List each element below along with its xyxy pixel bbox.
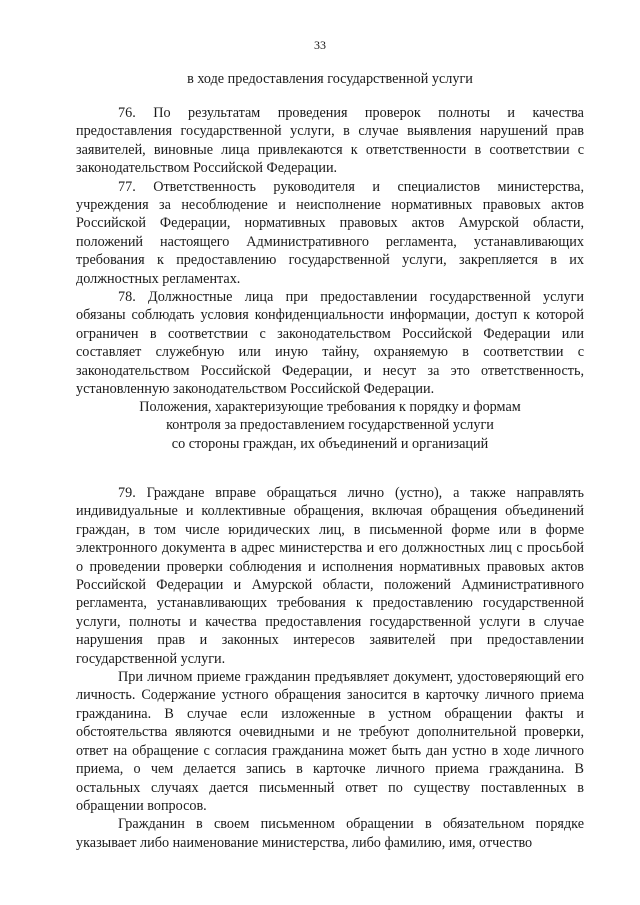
paragraph-written-appeal: Гражданин в своем письменном обращении в обязательном порядке указывает либо наименование министерства, либо фамилию, имя, отчество xyxy=(76,816,584,851)
section-heading-line-2: контроля за предоставлением государственной услуги xyxy=(166,417,494,434)
paragraph-79: 79. Граждане вправе обращаться лично (устно), а также направлять индивидуальные и коллективные обращения, включая обращения объединений граждан, в том числе юридических лиц, в письменной форме или в форме электронного документа в адрес министерства и его должностных лиц с просьбой о проведении проверки соблюдения и исполнения нормативных правовых актов Российской Федерации и Амурской области, положений Административного регламента, устанавливающих требования к предоставлению государственной услуги, полноты и качества предоставления государственной услуги в случае нарушения прав и законных интересов заявителей при предоставлении государственной услуги. xyxy=(76,485,584,667)
section2-body xyxy=(76,484,584,852)
section1-body xyxy=(76,104,584,399)
page-number: 33 xyxy=(314,38,326,52)
paragraph-76: 76. По результатам проведения проверок полноты и качества предоставления государственной услуги, в случае выявления нарушений прав заявителей, виновные лица привлекаются к ответственности в соответствии с законодательством Российской Федерации. xyxy=(76,105,584,177)
paragraph-personal-reception: При личном приеме гражданин предъявляет документ, удостоверяющий его личность. Содержание устного обращения заносится в карточку личного приема гражданина. В случае если изложенные в устном обращении факты и обстоятельства являются очевидными и не требуют дополнительной проверки, ответ на обращение с согласия гражданина может быть дан устно в ходе личного приема, о чем делается запись в карточке личного приема гражданина. В остальных случаях дается письменный ответ по существу поставленных в обращении вопросов. xyxy=(76,669,584,814)
paragraph-77: 77. Ответственность руководителя и специалистов министерства, учреждения за несоблюдение и неисполнение нормативных правовых актов Российской Федерации, нормативных правовых актов Амурской области, положений настоящего Административного регламента, устанавливающих требования к предоставлению государственной услуги, закрепляется в их должностных регламентах. xyxy=(76,178,584,287)
carryover-line: в ходе предоставления государственной услуги xyxy=(187,71,473,87)
section-heading-line-3: со стороны граждан, их объединений и организаций xyxy=(171,435,489,452)
section-heading xyxy=(60,398,600,453)
section-heading-line-1: Положения, характеризующие требования к порядку и формам xyxy=(139,399,521,415)
paragraph-78: 78. Должностные лица при предоставлении государственной услуги обязаны соблюдать условия конфиденциальности информации, доступ к которой ограничен в соответствии с законодательством Российской Федерации или составляет служебную или иную тайну, охраняемую в соответствии с законодательством Российской Федерации, и несут за это ответственность, установленную законодательством Российской Федерации. xyxy=(76,289,584,398)
